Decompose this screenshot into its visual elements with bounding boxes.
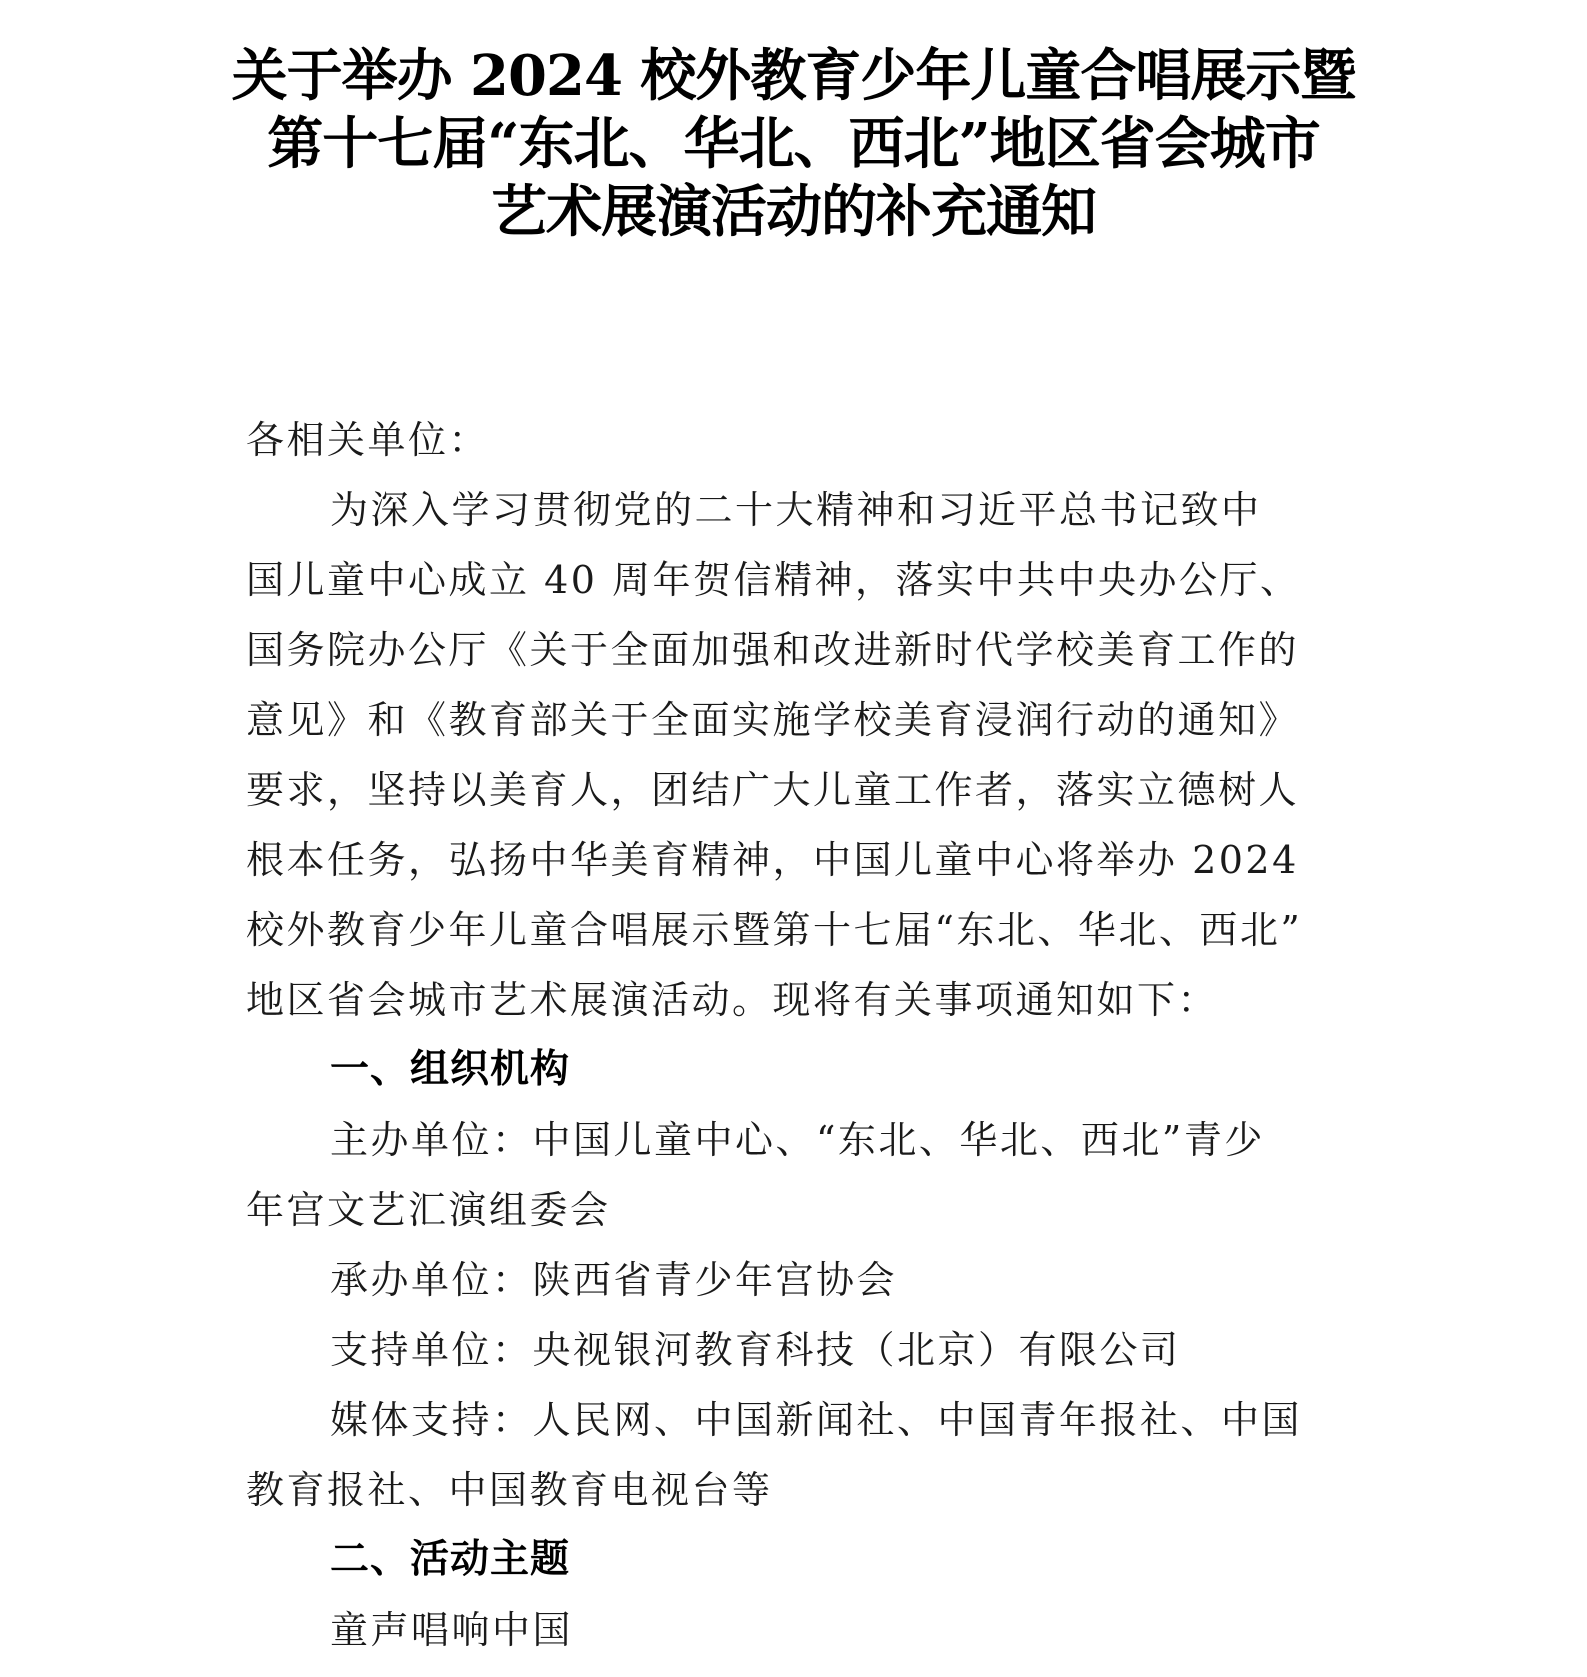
theme-line: 童声唱响中国 bbox=[330, 1608, 574, 1652]
intro-paragraph bbox=[246, 475, 1366, 1035]
organizer-line: 年宫文艺汇演组委会 bbox=[246, 1188, 611, 1232]
intro-line: 国务院办公厅《关于全面加强和改进新时代学校美育工作的 bbox=[246, 628, 1300, 672]
intro-line: 为深入学习贯彻党的二十大精神和习近平总书记致中 bbox=[330, 488, 1262, 532]
document-title bbox=[200, 42, 1387, 246]
theme-item bbox=[246, 1595, 1366, 1665]
media-line: 媒体支持：人民网、中国新闻社、中国青年报社、中国 bbox=[330, 1398, 1303, 1442]
organizer-item bbox=[246, 1105, 1366, 1245]
title-line-1: 关于举办 2024 校外教育少年儿童合唱展示暨 bbox=[231, 43, 1356, 109]
organizer-line: 主办单位：中国儿童中心、“东北、华北、西北”青少 bbox=[330, 1118, 1265, 1162]
intro-line: 地区省会城市艺术展演活动。现将有关事项通知如下： bbox=[246, 978, 1219, 1022]
undertaker-item bbox=[246, 1245, 1366, 1315]
section-heading-theme: 二、活动主题 bbox=[330, 1537, 571, 1582]
intro-line: 国儿童中心成立 40 周年贺信精神，落实中共中央办公厅、 bbox=[246, 558, 1301, 602]
intro-line: 意见》和《教育部关于全面实施学校美育浸润行动的通知》 bbox=[246, 698, 1300, 742]
section-heading-organization: 一、组织机构 bbox=[330, 1047, 571, 1092]
intro-line: 校外教育少年儿童合唱展示暨第十七届“东北、华北、西北” bbox=[246, 908, 1303, 952]
supporter-item bbox=[246, 1315, 1366, 1385]
salutation: 各相关单位： bbox=[246, 418, 490, 462]
supporter-line: 支持单位：央视银河教育科技（北京）有限公司 bbox=[330, 1328, 1181, 1372]
document-body bbox=[246, 405, 1366, 1665]
media-item bbox=[246, 1385, 1366, 1525]
intro-line: 要求，坚持以美育人，团结广大儿童工作者，落实立德树人 bbox=[246, 768, 1300, 812]
media-line: 教育报社、中国教育电视台等 bbox=[246, 1468, 773, 1512]
title-line-2: 第十七届“东北、华北、西北”地区省会城市 bbox=[267, 111, 1320, 177]
undertaker-line: 承办单位：陕西省青少年宫协会 bbox=[330, 1258, 898, 1302]
title-line-3: 艺术展演活动的补充通知 bbox=[491, 179, 1096, 245]
intro-line: 根本任务，弘扬中华美育精神，中国儿童中心将举办 2024 bbox=[246, 838, 1299, 882]
